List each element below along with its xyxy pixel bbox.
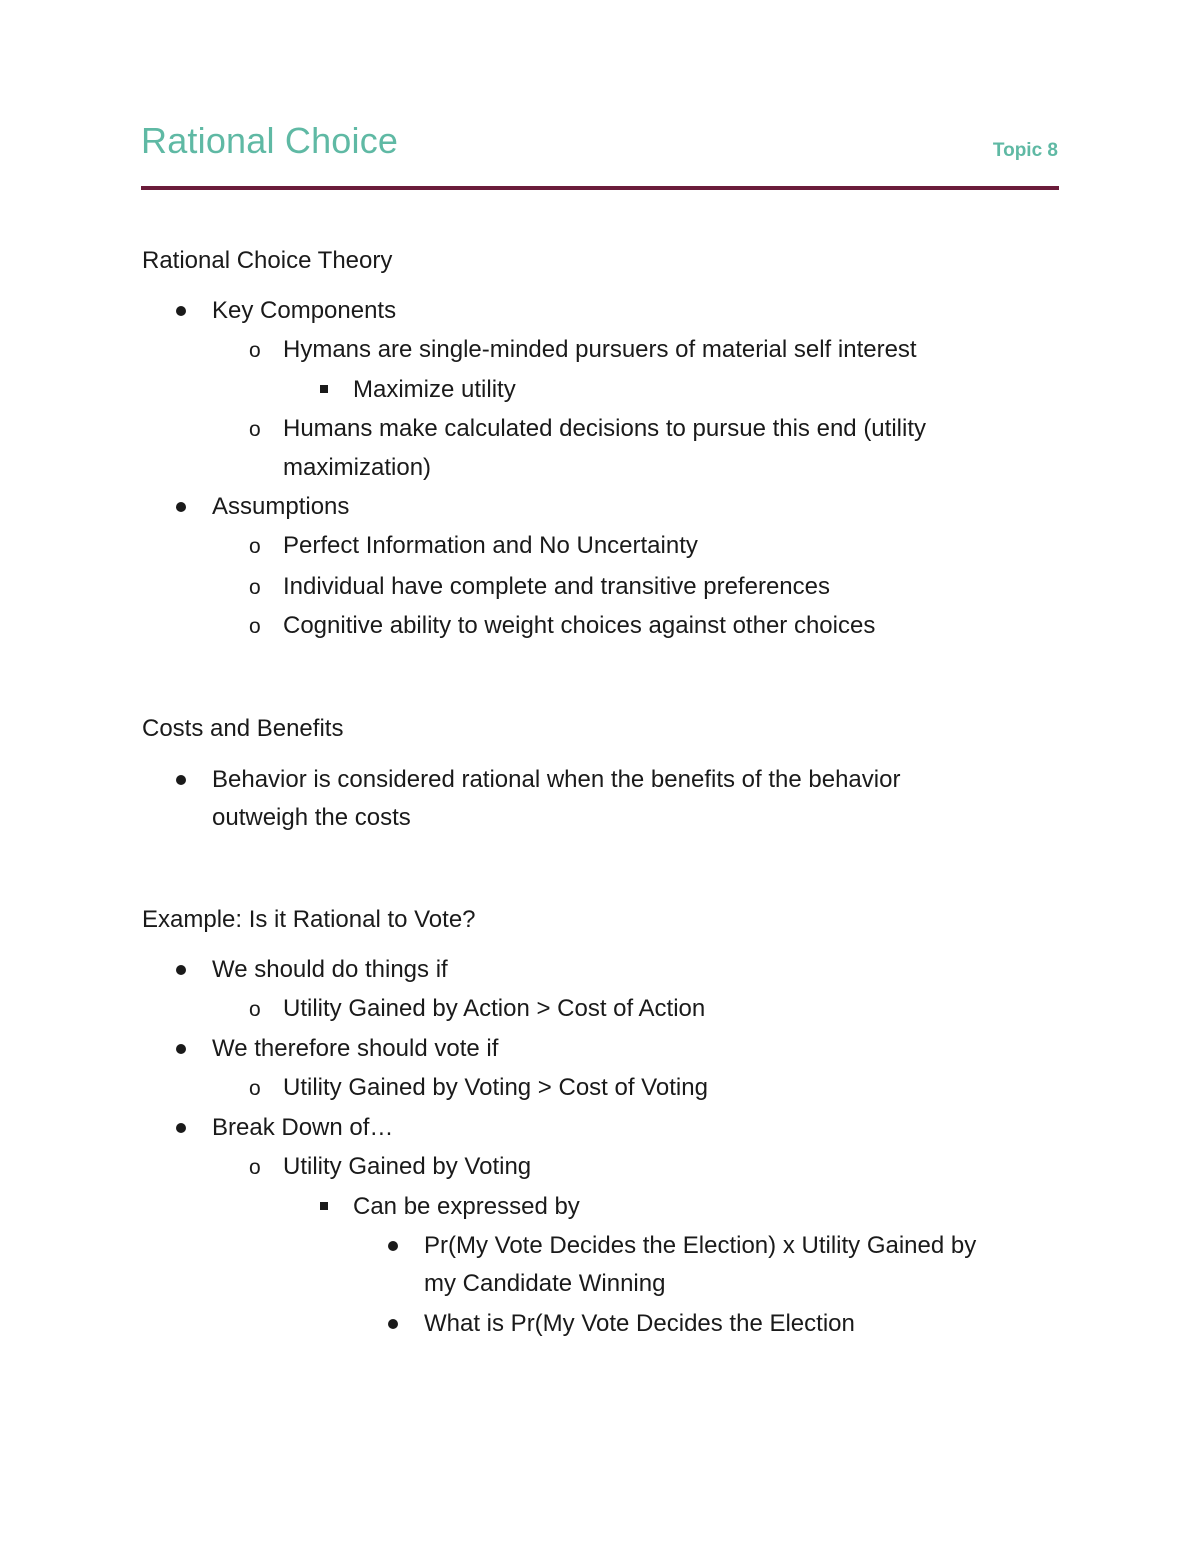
bullet-o-icon: o [249,1077,261,1100]
bullet-dot-icon [388,1319,398,1329]
bullet-o-icon: o [249,1156,261,1179]
list-item: Behavior is considered rational when the benefits of the behavior [212,766,901,793]
list-item: Assumptions [212,493,350,520]
list-item: Utility Gained by Voting > Cost of Voting [283,1074,708,1101]
list-item-continuation: my Candidate Winning [424,1270,666,1297]
list-item: Individual have complete and transitive preferences [283,573,830,600]
title-divider [141,186,1059,190]
list-item: Utility Gained by Voting [283,1153,532,1180]
bullet-dot-icon [176,306,186,316]
section-heading-example: Example: Is it Rational to Vote? [142,906,476,933]
list-item: Pr(My Vote Decides the Election) x Utility Gained by [424,1232,977,1259]
list-item: Key Components [212,297,397,324]
list-item: What is Pr(My Vote Decides the Election [424,1310,855,1337]
section-heading-costs-and-benefits: Costs and Benefits [142,715,344,742]
bullet-square-icon [320,1202,328,1210]
bullet-o-icon: o [249,339,261,362]
list-item: Hymans are single-minded pursuers of material self interest [283,336,917,363]
bullet-o-icon: o [249,998,261,1021]
bullet-dot-icon [176,502,186,512]
bullet-o-icon: o [249,576,261,599]
bullet-o-icon: o [249,535,261,558]
list-item: Perfect Information and No Uncertainty [283,532,698,559]
bullet-square-icon [320,385,328,393]
section-heading-rational-choice-theory: Rational Choice Theory [142,247,393,274]
document-title: Rational Choice [141,120,399,161]
topic-label: Topic 8 [992,140,1058,161]
list-item-continuation: outweigh the costs [212,804,411,831]
bullet-o-icon: o [249,615,261,638]
list-item-continuation: maximization) [283,454,432,481]
list-item: Humans make calculated decisions to pursue this end (utility [283,415,926,442]
list-item: Can be expressed by [353,1193,580,1220]
bullet-dot-icon [176,1044,186,1054]
list-item: We should do things if [212,956,448,983]
list-item: Cognitive ability to weight choices against other choices [283,612,876,639]
bullet-dot-icon [388,1241,398,1251]
list-item: Maximize utility [353,376,516,403]
bullet-dot-icon [176,1123,186,1133]
bullet-o-icon: o [249,418,261,441]
bullet-dot-icon [176,775,186,785]
bullet-dot-icon [176,965,186,975]
list-item: We therefore should vote if [212,1035,499,1062]
list-item: Utility Gained by Action > Cost of Action [283,995,706,1022]
list-item: Break Down of… [212,1114,394,1141]
